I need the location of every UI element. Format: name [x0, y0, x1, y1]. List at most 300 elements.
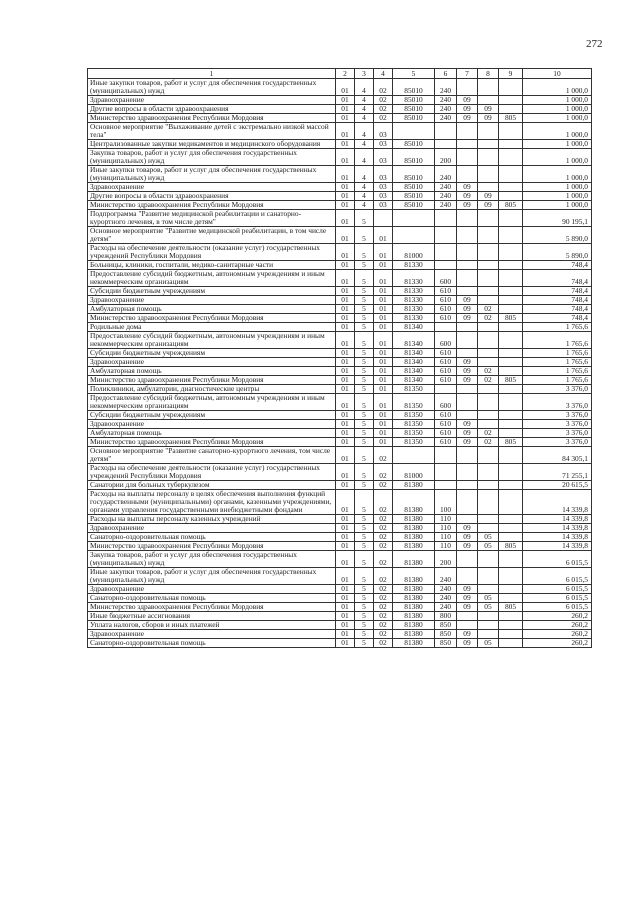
code-cell — [499, 594, 523, 603]
code-cell: 02 — [478, 429, 499, 438]
code-cell: 01 — [374, 385, 393, 394]
code-cell: 5 — [355, 210, 374, 227]
code-cell: 5 — [355, 385, 374, 394]
code-cell: 5 — [355, 270, 374, 287]
row-name-cell: Санаторно-оздоровительная помощь — [88, 594, 336, 603]
code-cell: 03 — [374, 166, 393, 183]
code-cell — [499, 447, 523, 464]
code-cell: 805 — [499, 114, 523, 123]
amount-cell: 1 765,6 — [523, 332, 592, 349]
table-row — [88, 542, 592, 551]
code-cell: 5 — [355, 594, 374, 603]
code-cell: 5 — [355, 490, 374, 515]
code-cell: 81380 — [393, 621, 435, 630]
table-row — [88, 227, 592, 244]
code-cell: 240 — [435, 96, 457, 105]
code-cell: 02 — [374, 524, 393, 533]
code-cell — [457, 244, 478, 261]
code-cell: 610 — [435, 287, 457, 296]
code-cell: 01 — [336, 296, 355, 305]
code-cell — [499, 490, 523, 515]
code-cell: 09 — [457, 201, 478, 210]
row-name-cell: Основное мероприятие "Развитие санаторно-курортного лечения, том числе детям" — [88, 447, 336, 464]
code-cell — [499, 630, 523, 639]
code-cell: 5 — [355, 524, 374, 533]
code-cell — [435, 481, 457, 490]
code-cell: 85010 — [393, 201, 435, 210]
code-cell: 4 — [355, 201, 374, 210]
table-row — [88, 367, 592, 376]
code-cell: 01 — [336, 367, 355, 376]
code-cell: 01 — [336, 192, 355, 201]
code-cell — [457, 210, 478, 227]
code-cell — [457, 568, 478, 585]
code-cell: 85010 — [393, 149, 435, 166]
code-cell: 81380 — [393, 603, 435, 612]
code-cell — [499, 140, 523, 149]
amount-cell: 84 305,1 — [523, 447, 592, 464]
code-cell: 01 — [336, 481, 355, 490]
row-name-cell: Предоставление субсидий бюджетным, автономным учреждениям и иным некоммерческим организациям — [88, 394, 336, 411]
code-cell: 240 — [435, 192, 457, 201]
code-cell — [478, 358, 499, 367]
code-cell: 02 — [374, 515, 393, 524]
code-cell: 03 — [374, 123, 393, 140]
table-row — [88, 464, 592, 481]
code-cell: 200 — [435, 149, 457, 166]
code-cell: 81380 — [393, 515, 435, 524]
code-cell: 240 — [435, 166, 457, 183]
code-cell: 01 — [336, 376, 355, 385]
code-cell: 02 — [374, 639, 393, 648]
code-cell: 01 — [374, 287, 393, 296]
code-cell: 5 — [355, 612, 374, 621]
code-cell: 01 — [336, 358, 355, 367]
code-cell: 03 — [374, 183, 393, 192]
code-cell: 4 — [355, 79, 374, 96]
code-cell: 09 — [478, 201, 499, 210]
code-cell — [478, 585, 499, 594]
code-cell: 02 — [374, 568, 393, 585]
table-row — [88, 314, 592, 323]
header-cell: 5 — [393, 69, 435, 79]
code-cell: 240 — [435, 603, 457, 612]
table-row — [88, 349, 592, 358]
code-cell: 81350 — [393, 411, 435, 420]
code-cell: 02 — [478, 314, 499, 323]
code-cell: 01 — [374, 305, 393, 314]
code-cell — [393, 447, 435, 464]
code-cell: 805 — [499, 201, 523, 210]
amount-cell: 260,2 — [523, 612, 592, 621]
amount-cell: 260,2 — [523, 630, 592, 639]
code-cell: 01 — [336, 166, 355, 183]
code-cell: 02 — [374, 585, 393, 594]
header-cell: 1 — [88, 69, 336, 79]
code-cell: 01 — [336, 96, 355, 105]
code-cell: 240 — [435, 114, 457, 123]
code-cell: 805 — [499, 438, 523, 447]
code-cell: 01 — [374, 358, 393, 367]
code-cell: 01 — [336, 438, 355, 447]
row-name-cell: Поликлиники, амбулатории, диагностические центры — [88, 385, 336, 394]
code-cell: 02 — [374, 490, 393, 515]
code-cell: 850 — [435, 621, 457, 630]
code-cell: 02 — [374, 533, 393, 542]
code-cell — [457, 227, 478, 244]
table-row — [88, 261, 592, 270]
code-cell: 03 — [374, 201, 393, 210]
code-cell: 01 — [336, 639, 355, 648]
amount-cell: 3 376,0 — [523, 420, 592, 429]
table-row — [88, 524, 592, 533]
table-header-row — [88, 69, 592, 79]
code-cell — [499, 96, 523, 105]
table-body — [88, 79, 592, 648]
code-cell: 01 — [336, 149, 355, 166]
code-cell: 5 — [355, 585, 374, 594]
row-name-cell: Субсидии бюджетным учреждениям — [88, 349, 336, 358]
code-cell: 09 — [478, 105, 499, 114]
code-cell — [478, 96, 499, 105]
code-cell: 01 — [336, 394, 355, 411]
code-cell — [457, 411, 478, 420]
code-cell: 81380 — [393, 639, 435, 648]
code-cell — [457, 323, 478, 332]
table-row — [88, 287, 592, 296]
table-row — [88, 612, 592, 621]
code-cell: 01 — [336, 210, 355, 227]
code-cell: 01 — [374, 394, 393, 411]
code-cell: 5 — [355, 349, 374, 358]
code-cell: 81380 — [393, 594, 435, 603]
code-cell: 610 — [435, 296, 457, 305]
code-cell: 5 — [355, 438, 374, 447]
code-cell: 85010 — [393, 192, 435, 201]
code-cell — [435, 261, 457, 270]
code-cell: 09 — [457, 585, 478, 594]
code-cell: 610 — [435, 420, 457, 429]
code-cell: 01 — [336, 227, 355, 244]
code-cell: 05 — [478, 639, 499, 648]
code-cell: 85010 — [393, 96, 435, 105]
code-cell: 01 — [336, 140, 355, 149]
amount-cell: 14 339,8 — [523, 524, 592, 533]
code-cell: 02 — [374, 447, 393, 464]
table-row — [88, 630, 592, 639]
code-cell: 09 — [478, 114, 499, 123]
code-cell — [499, 105, 523, 114]
code-cell: 81330 — [393, 270, 435, 287]
code-cell: 09 — [457, 358, 478, 367]
code-cell: 05 — [478, 533, 499, 542]
table-row — [88, 376, 592, 385]
table-row — [88, 114, 592, 123]
code-cell — [478, 420, 499, 429]
code-cell: 09 — [457, 114, 478, 123]
code-cell: 81380 — [393, 524, 435, 533]
code-cell: 01 — [374, 261, 393, 270]
amount-cell: 1 000,0 — [523, 114, 592, 123]
code-cell: 110 — [435, 524, 457, 533]
amount-cell: 14 339,8 — [523, 490, 592, 515]
amount-cell: 3 376,0 — [523, 394, 592, 411]
amount-cell: 3 376,0 — [523, 385, 592, 394]
code-cell — [499, 323, 523, 332]
code-cell: 01 — [336, 594, 355, 603]
code-cell — [499, 621, 523, 630]
code-cell: 01 — [374, 323, 393, 332]
amount-cell: 748,4 — [523, 261, 592, 270]
code-cell — [499, 149, 523, 166]
table-row — [88, 105, 592, 114]
code-cell — [478, 261, 499, 270]
table-row — [88, 358, 592, 367]
code-cell — [499, 79, 523, 96]
code-cell: 81380 — [393, 490, 435, 515]
row-name-cell: Расходы на обеспечение деятельности (оказание услуг) государственных учреждений Республики Мордовия — [88, 464, 336, 481]
code-cell — [499, 305, 523, 314]
code-cell: 09 — [457, 105, 478, 114]
code-cell — [499, 192, 523, 201]
code-cell: 5 — [355, 639, 374, 648]
code-cell: 81330 — [393, 314, 435, 323]
code-cell: 01 — [374, 429, 393, 438]
code-cell: 03 — [374, 149, 393, 166]
code-cell: 01 — [374, 227, 393, 244]
code-cell: 81380 — [393, 551, 435, 568]
amount-cell: 1 000,0 — [523, 96, 592, 105]
code-cell: 02 — [374, 603, 393, 612]
amount-cell: 1 765,6 — [523, 376, 592, 385]
code-cell: 01 — [336, 420, 355, 429]
code-cell: 5 — [355, 244, 374, 261]
code-cell — [457, 551, 478, 568]
code-cell: 02 — [374, 481, 393, 490]
table-row — [88, 79, 592, 96]
code-cell: 5 — [355, 394, 374, 411]
code-cell: 02 — [374, 612, 393, 621]
header-cell: 9 — [499, 69, 523, 79]
code-cell — [478, 210, 499, 227]
code-cell: 5 — [355, 533, 374, 542]
row-name-cell: Санаторно-оздоровительная помощь — [88, 639, 336, 648]
table-row — [88, 551, 592, 568]
amount-cell: 14 339,8 — [523, 533, 592, 542]
code-cell — [478, 568, 499, 585]
table-row — [88, 149, 592, 166]
amount-cell: 1 000,0 — [523, 201, 592, 210]
row-name-cell: Основное мероприятие "Развитие медицинской реабилитации, в том числе детям" — [88, 227, 336, 244]
code-cell: 81340 — [393, 376, 435, 385]
header-cell: 2 — [336, 69, 355, 79]
code-cell: 09 — [457, 524, 478, 533]
code-cell: 610 — [435, 349, 457, 358]
amount-cell: 748,4 — [523, 270, 592, 287]
code-cell: 4 — [355, 140, 374, 149]
code-cell: 5 — [355, 323, 374, 332]
code-cell: 01 — [336, 542, 355, 551]
code-cell: 81350 — [393, 420, 435, 429]
amount-cell: 6 015,5 — [523, 603, 592, 612]
code-cell — [478, 296, 499, 305]
amount-cell: 1 765,6 — [523, 349, 592, 358]
code-cell — [478, 349, 499, 358]
code-cell: 02 — [374, 464, 393, 481]
code-cell: 01 — [336, 524, 355, 533]
code-cell: 4 — [355, 183, 374, 192]
code-cell — [457, 481, 478, 490]
code-cell: 610 — [435, 411, 457, 420]
code-cell — [499, 568, 523, 585]
amount-cell: 3 376,0 — [523, 411, 592, 420]
table-row — [88, 385, 592, 394]
code-cell — [457, 447, 478, 464]
row-name-cell: Амбулаторная помощь — [88, 429, 336, 438]
code-cell — [457, 140, 478, 149]
code-cell: 01 — [336, 201, 355, 210]
row-name-cell: Министерство здравоохранения Республики Мордовия — [88, 438, 336, 447]
code-cell: 02 — [374, 621, 393, 630]
code-cell — [478, 464, 499, 481]
code-cell: 01 — [336, 490, 355, 515]
amount-cell: 90 195,1 — [523, 210, 592, 227]
code-cell: 805 — [499, 603, 523, 612]
row-name-cell: Здравоохранение — [88, 630, 336, 639]
table-row — [88, 394, 592, 411]
code-cell — [478, 447, 499, 464]
code-cell — [499, 551, 523, 568]
amount-cell: 1 000,0 — [523, 192, 592, 201]
code-cell: 240 — [435, 105, 457, 114]
code-cell — [478, 524, 499, 533]
code-cell: 01 — [336, 305, 355, 314]
table-row — [88, 140, 592, 149]
code-cell — [499, 332, 523, 349]
code-cell: 81340 — [393, 332, 435, 349]
code-cell: 01 — [336, 411, 355, 420]
row-name-cell: Расходы на обеспечение деятельности (оказание услуг) государственных учреждений Республики Мордовия — [88, 244, 336, 261]
code-cell: 610 — [435, 358, 457, 367]
code-cell: 5 — [355, 464, 374, 481]
code-cell: 85010 — [393, 79, 435, 96]
code-cell: 240 — [435, 585, 457, 594]
amount-cell: 5 890,0 — [523, 244, 592, 261]
row-name-cell: Амбулаторная помощь — [88, 305, 336, 314]
code-cell: 850 — [435, 630, 457, 639]
code-cell — [435, 244, 457, 261]
code-cell: 09 — [457, 603, 478, 612]
code-cell — [457, 261, 478, 270]
code-cell: 5 — [355, 621, 374, 630]
row-name-cell: Здравоохранение — [88, 524, 336, 533]
code-cell: 5 — [355, 261, 374, 270]
code-cell: 81350 — [393, 385, 435, 394]
code-cell: 81330 — [393, 261, 435, 270]
code-cell — [478, 630, 499, 639]
code-cell: 600 — [435, 394, 457, 411]
code-cell — [499, 296, 523, 305]
code-cell: 4 — [355, 105, 374, 114]
amount-cell: 1 765,6 — [523, 367, 592, 376]
row-name-cell: Министерство здравоохранения Республики Мордовия — [88, 201, 336, 210]
code-cell: 01 — [336, 123, 355, 140]
code-cell — [499, 515, 523, 524]
code-cell — [478, 166, 499, 183]
code-cell: 01 — [374, 332, 393, 349]
code-cell — [478, 481, 499, 490]
page-number: 272 — [586, 38, 603, 50]
row-name-cell: Субсидии бюджетным учреждениям — [88, 287, 336, 296]
code-cell: 5 — [355, 542, 374, 551]
code-cell: 09 — [457, 542, 478, 551]
code-cell — [478, 411, 499, 420]
code-cell: 240 — [435, 183, 457, 192]
row-name-cell: Санаторно-оздоровительная помощь — [88, 533, 336, 542]
code-cell: 09 — [457, 420, 478, 429]
code-cell: 81340 — [393, 367, 435, 376]
code-cell: 09 — [457, 376, 478, 385]
code-cell: 01 — [336, 244, 355, 261]
amount-cell: 1 000,0 — [523, 149, 592, 166]
code-cell: 02 — [478, 438, 499, 447]
code-cell: 81380 — [393, 612, 435, 621]
code-cell: 09 — [457, 630, 478, 639]
amount-cell: 5 890,0 — [523, 227, 592, 244]
code-cell: 805 — [499, 376, 523, 385]
table-row — [88, 533, 592, 542]
code-cell: 805 — [499, 314, 523, 323]
code-cell: 610 — [435, 367, 457, 376]
table-row — [88, 568, 592, 585]
row-name-cell: Здравоохранение — [88, 420, 336, 429]
code-cell: 01 — [336, 385, 355, 394]
code-cell: 5 — [355, 515, 374, 524]
code-cell: 02 — [374, 105, 393, 114]
code-cell: 02 — [478, 367, 499, 376]
row-name-cell: Предоставление субсидий бюджетным, автономным учреждениям и иным некоммерческим организациям — [88, 332, 336, 349]
code-cell: 4 — [355, 166, 374, 183]
code-cell — [457, 464, 478, 481]
code-cell: 01 — [336, 287, 355, 296]
code-cell — [499, 394, 523, 411]
table-row — [88, 332, 592, 349]
amount-cell: 71 255,1 — [523, 464, 592, 481]
code-cell — [478, 140, 499, 149]
code-cell: 4 — [355, 96, 374, 105]
code-cell: 01 — [336, 349, 355, 358]
code-cell: 01 — [374, 411, 393, 420]
table-row — [88, 123, 592, 140]
code-cell: 01 — [336, 270, 355, 287]
table-row — [88, 594, 592, 603]
code-cell — [499, 420, 523, 429]
code-cell: 5 — [355, 314, 374, 323]
code-cell: 01 — [336, 630, 355, 639]
code-cell: 01 — [336, 183, 355, 192]
code-cell: 5 — [355, 568, 374, 585]
table-row — [88, 323, 592, 332]
code-cell — [457, 166, 478, 183]
code-cell — [499, 367, 523, 376]
code-cell: 81380 — [393, 585, 435, 594]
code-cell: 81380 — [393, 481, 435, 490]
row-name-cell: Подпрограмма "Развитие медицинской реабилитации и санаторно-курортного лечения, в том числе детям" — [88, 210, 336, 227]
code-cell: 05 — [478, 594, 499, 603]
code-cell: 01 — [336, 105, 355, 114]
amount-cell: 6 015,5 — [523, 594, 592, 603]
code-cell: 02 — [374, 79, 393, 96]
